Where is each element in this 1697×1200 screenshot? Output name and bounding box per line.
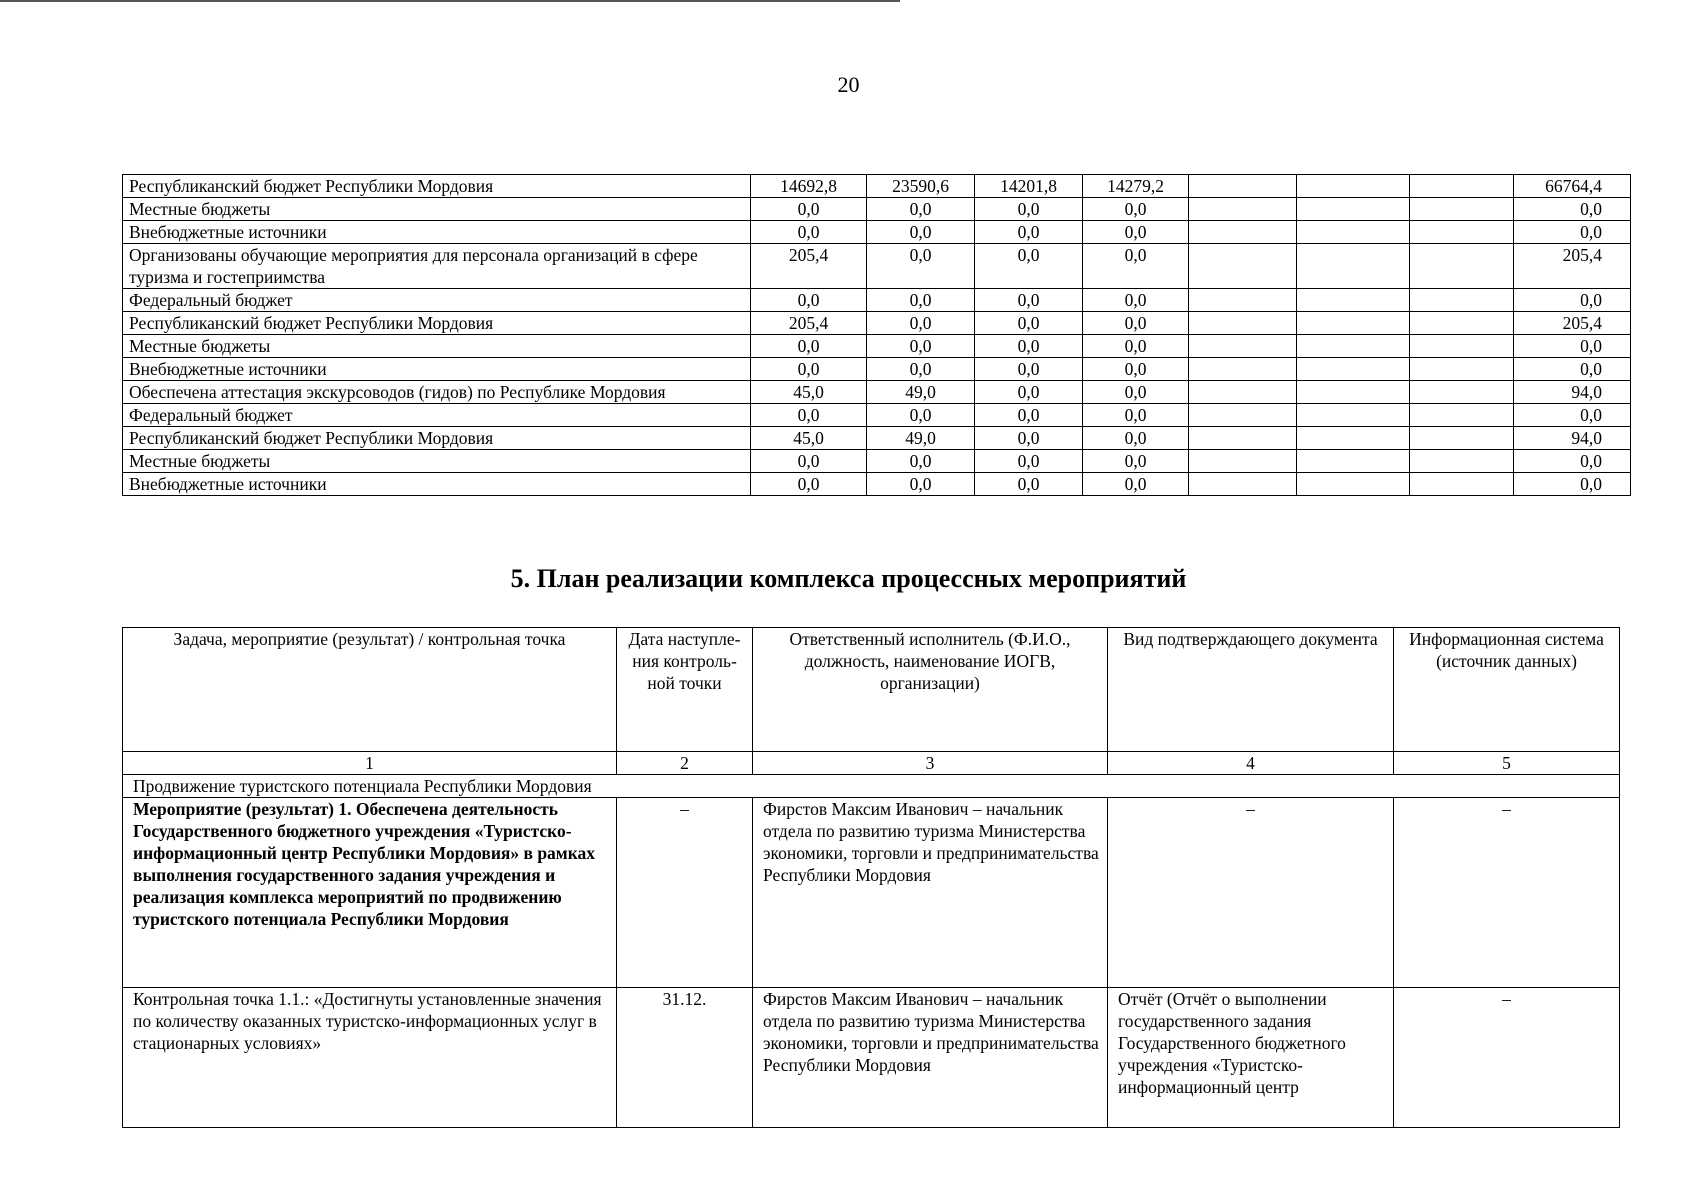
budget-value-cell: 45,0 [751,427,867,450]
budget-row [123,335,1631,358]
plan-row [123,988,1620,1128]
budget-value-cell: 45,0 [751,381,867,404]
budget-total-cell: 205,4 [1514,244,1631,289]
budget-value-cell: 0,0 [867,358,975,381]
budget-value-cell: 0,0 [975,221,1083,244]
budget-total-cell: 0,0 [1514,358,1631,381]
budget-value-cell: 0,0 [1083,289,1189,312]
budget-value-cell [1297,289,1410,312]
budget-value-cell [1410,381,1514,404]
budget-total-cell: 0,0 [1514,221,1631,244]
budget-row [123,358,1631,381]
budget-value-cell: 0,0 [1083,404,1189,427]
budget-value-cell: 49,0 [867,381,975,404]
budget-value-cell [1189,473,1297,496]
budget-value-cell: 0,0 [1083,381,1189,404]
budget-value-cell [1410,175,1514,198]
budget-value-cell: 0,0 [867,289,975,312]
budget-value-cell: 23590,6 [867,175,975,198]
column-number: 2 [617,752,753,775]
budget-value-cell: 0,0 [751,335,867,358]
control-date: – [617,798,753,988]
budget-row-label: Республиканский бюджет Республики Мордовия [123,312,751,335]
budget-row [123,175,1631,198]
plan-column-numbers-row [123,752,1620,775]
header-responsible: Ответственный исполнитель (Ф.И.О., должность, наименование ИОГВ, организации) [753,628,1108,752]
budget-value-cell: 0,0 [975,450,1083,473]
budget-value-cell: 14692,8 [751,175,867,198]
budget-row-label: Организованы обучающие мероприятия для персонала организаций в сфере туризма и гостеприимства [123,244,751,289]
budget-value-cell [1297,381,1410,404]
control-point-name: Контрольная точка 1.1.: «Достигнуты установленные значения по количеству оказанных туристско-информационных услуг в стационарных условиях» [123,988,617,1128]
budget-value-cell [1297,473,1410,496]
budget-total-cell: 0,0 [1514,289,1631,312]
budget-value-cell: 0,0 [1083,473,1189,496]
budget-total-cell: 205,4 [1514,312,1631,335]
budget-value-cell: 0,0 [975,312,1083,335]
budget-value-cell: 0,0 [1083,427,1189,450]
column-number: 4 [1108,752,1394,775]
budget-row [123,289,1631,312]
budget-row [123,198,1631,221]
header-date: Дата наступле-ния контроль-ной точки [617,628,753,752]
budget-total-cell: 94,0 [1514,381,1631,404]
budget-total-cell: 94,0 [1514,427,1631,450]
budget-value-cell: 0,0 [867,404,975,427]
budget-value-cell: 0,0 [1083,450,1189,473]
budget-row-label: Обеспечена аттестация экскурсоводов (гидов) по Республике Мордовия [123,381,751,404]
budget-value-cell: 0,0 [867,473,975,496]
budget-value-cell: 0,0 [975,404,1083,427]
budget-value-cell [1297,175,1410,198]
budget-value-cell [1189,335,1297,358]
header-document: Вид подтверждающего документа [1108,628,1394,752]
budget-value-cell [1410,335,1514,358]
budget-value-cell [1189,404,1297,427]
info-system: – [1394,988,1620,1128]
budget-total-cell: 0,0 [1514,198,1631,221]
budget-value-cell: 14279,2 [1083,175,1189,198]
budget-row-label: Федеральный бюджет [123,404,751,427]
budget-value-cell: 0,0 [1083,198,1189,221]
budget-value-cell [1410,221,1514,244]
budget-value-cell: 0,0 [751,404,867,427]
budget-value-cell: 0,0 [975,473,1083,496]
budget-total-cell: 66764,4 [1514,175,1631,198]
budget-value-cell: 0,0 [975,381,1083,404]
budget-value-cell [1410,404,1514,427]
budget-row [123,404,1631,427]
budget-total-cell: 0,0 [1514,450,1631,473]
budget-row-label: Внебюджетные источники [123,221,751,244]
budget-value-cell: 0,0 [975,335,1083,358]
budget-row [123,244,1631,289]
budget-value-cell [1189,198,1297,221]
column-number: 5 [1394,752,1620,775]
budget-value-cell: 0,0 [975,289,1083,312]
confirming-document: Отчёт (Отчёт о выполнении государственного задания Государственного бюджетного учреждения «Туристско-информационный центр [1108,988,1394,1128]
column-number: 3 [753,752,1108,775]
budget-value-cell: 0,0 [1083,312,1189,335]
budget-table [122,174,1631,496]
budget-value-cell: 0,0 [975,198,1083,221]
budget-value-cell: 0,0 [867,450,975,473]
measure-name: Мероприятие (результат) 1. Обеспечена деятельность Государственного бюджетного учреждения «Туристско-информационный центр Республики Мордовия» в рамках выполнения государственного задания учреждения и реализация комплекса мероприятий по продвижению туристского потенциала Республики Мордовия [123,798,617,988]
budget-value-cell [1410,450,1514,473]
budget-value-cell [1297,427,1410,450]
budget-value-cell [1189,221,1297,244]
budget-value-cell [1189,244,1297,289]
budget-value-cell: 0,0 [751,358,867,381]
budget-value-cell [1297,198,1410,221]
responsible-executor: Фирстов Максим Иванович – начальник отдела по развитию туризма Министерства экономики, торговли и предпринимательства Республики Мордовия [753,798,1108,988]
budget-value-cell [1297,244,1410,289]
budget-value-cell [1410,244,1514,289]
control-date: 31.12. [617,988,753,1128]
budget-row [123,427,1631,450]
budget-row-label: Внебюджетные источники [123,473,751,496]
budget-value-cell: 0,0 [1083,244,1189,289]
budget-value-cell: 49,0 [867,427,975,450]
budget-total-cell: 0,0 [1514,335,1631,358]
budget-value-cell [1297,450,1410,473]
budget-row [123,450,1631,473]
budget-value-cell: 0,0 [867,198,975,221]
budget-value-cell: 0,0 [751,289,867,312]
budget-value-cell: 0,0 [975,427,1083,450]
budget-value-cell: 0,0 [751,221,867,244]
budget-value-cell: 0,0 [751,473,867,496]
plan-task-row [123,775,1620,798]
header-info-system: Информационная система (источник данных) [1394,628,1620,752]
budget-row [123,312,1631,335]
header-task: Задача, мероприятие (результат) / контрольная точка [123,628,617,752]
budget-value-cell [1297,404,1410,427]
budget-value-cell: 0,0 [975,244,1083,289]
info-system: – [1394,798,1620,988]
budget-value-cell: 0,0 [867,244,975,289]
budget-value-cell [1189,450,1297,473]
budget-value-cell: 0,0 [1083,221,1189,244]
budget-value-cell: 0,0 [867,335,975,358]
budget-row-label: Республиканский бюджет Республики Мордовия [123,175,751,198]
plan-header-row [123,628,1620,752]
budget-total-cell: 0,0 [1514,404,1631,427]
budget-value-cell [1410,289,1514,312]
budget-row [123,473,1631,496]
budget-row [123,221,1631,244]
section-title: 5. План реализации комплекса процессных мероприятий [510,564,1187,593]
confirming-document: – [1108,798,1394,988]
plan-table [122,627,1620,1128]
budget-row-label: Местные бюджеты [123,335,751,358]
budget-value-cell: 0,0 [867,221,975,244]
budget-value-cell: 0,0 [751,198,867,221]
budget-value-cell: 0,0 [975,358,1083,381]
budget-value-cell: 0,0 [751,450,867,473]
budget-row-label: Внебюджетные источники [123,358,751,381]
budget-value-cell [1189,427,1297,450]
budget-value-cell: 0,0 [1083,358,1189,381]
budget-row-label: Местные бюджеты [123,198,751,221]
page-number: 20 [837,72,860,97]
top-border-line [0,0,900,2]
column-number: 1 [123,752,617,775]
budget-value-cell [1410,312,1514,335]
task-title: Продвижение туристского потенциала Республики Мордовия [123,775,1620,798]
budget-row [123,381,1631,404]
budget-value-cell: 0,0 [1083,335,1189,358]
budget-value-cell: 0,0 [867,312,975,335]
budget-total-cell: 0,0 [1514,473,1631,496]
budget-value-cell [1297,221,1410,244]
budget-value-cell [1410,358,1514,381]
budget-value-cell [1410,473,1514,496]
plan-row [123,798,1620,988]
budget-value-cell [1189,381,1297,404]
budget-value-cell [1189,175,1297,198]
budget-value-cell [1189,312,1297,335]
budget-value-cell [1410,198,1514,221]
budget-value-cell [1297,335,1410,358]
budget-value-cell [1189,358,1297,381]
budget-row-label: Местные бюджеты [123,450,751,473]
budget-value-cell: 205,4 [751,312,867,335]
budget-row-label: Республиканский бюджет Республики Мордовия [123,427,751,450]
responsible-executor: Фирстов Максим Иванович – начальник отдела по развитию туризма Министерства экономики, торговли и предпринимательства Республики Мордовия [753,988,1108,1128]
budget-value-cell [1410,427,1514,450]
budget-value-cell: 205,4 [751,244,867,289]
budget-value-cell [1297,312,1410,335]
budget-value-cell [1189,289,1297,312]
budget-row-label: Федеральный бюджет [123,289,751,312]
budget-value-cell: 14201,8 [975,175,1083,198]
budget-value-cell [1297,358,1410,381]
